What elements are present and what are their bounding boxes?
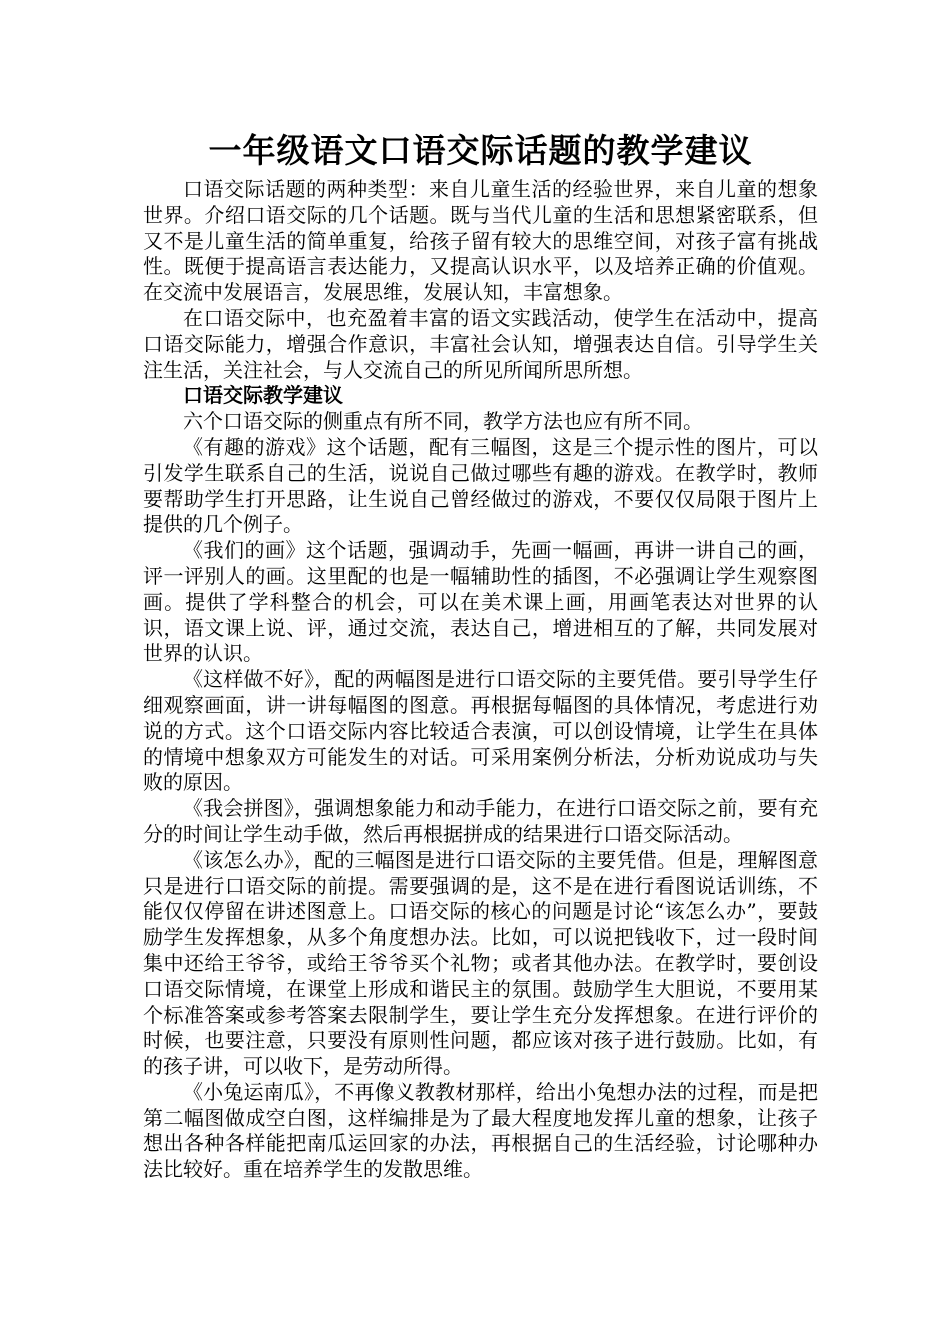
intro-paragraph: 口语交际话题的两种类型：来自儿童生活的经验世界，来自儿童的想象世界。介绍口语交际的几个话题。既与当代儿童的生活和思想紧密联系，但又不是儿童生活的简单重复，给孩子留有较大的思维空间，对孩子富有挑战性。既便于提高语言表达能力，又提高认识水平，以及培养正确的价值观。在交流中发展语言，发展思维，发展认知，丰富想象。 [143, 177, 818, 305]
suggestion-paragraph: 《我们的画》这个话题，强调动手，先画一幅画，再讲一讲自己的画，评一评别人的画。这里配的也是一幅辅助性的插图，不必强调让学生观察图画。提供了学科整合的机会，可以在美术课上画，用画笔表达对世界的认识，语文课上说、评，通过交流，表达自己，增进相互的了解，共同发展对世界的认识。 [143, 538, 818, 666]
suggestion-paragraph: 《有趣的游戏》这个话题，配有三幅图，这是三个提示性的图片，可以引发学生联系自己的生活，说说自己做过哪些有趣的游戏。在教学时，教师要帮助学生打开思路，让生说自己曾经做过的游戏，不要仅仅局限于图片上提供的几个例子。 [143, 434, 818, 537]
suggestion-paragraph: 《小兔运南瓜》，不再像义教教材那样，给出小兔想办法的过程，而是把第二幅图做成空白图，这样编排是为了最大程度地发挥儿童的想象，让孩子想出各种各样能把南瓜运回家的办法，再根据自己的生活经验，讨论哪种办法比较好。重在培养学生的发散思维。 [143, 1079, 818, 1182]
intro-paragraph: 在口语交际中，也充盈着丰富的语文实践活动，使学生在活动中，提高口语交际能力，增强合作意识，丰富社会认知，增强表达自信。引导学生关注生活，关注社会，与人交流自己的所见所闻所思所想。 [143, 305, 818, 382]
section-heading: 口语交际教学建议 [183, 383, 343, 408]
document-page [143, 127, 818, 1183]
suggestion-paragraph: 《我会拼图》，强调想象能力和动手能力，在进行口语交际之前，要有充分的时间让学生动手做，然后再根据拼成的结果进行口语交际活动。 [143, 796, 818, 846]
suggestion-paragraph: 《这样做不好》，配的两幅图是进行口语交际的主要凭借。要引导学生仔细观察画面，讲一讲每幅图的图意。再根据每幅图的具体情况，考虑进行劝说的方式。这个口语交际内容比较适合表演，可以创设情境，让学生在具体的情境中想象双方可能发生的对话。可采用案例分析法，分析劝说成功与失败的原因。 [143, 667, 818, 795]
suggestion-paragraph: 六个口语交际的侧重点有所不同，教学方法也应有所不同。 [183, 409, 703, 434]
suggestion-paragraph: 《该怎么办》，配的三幅图是进行口语交际的主要凭借。但是，理解图意只是进行口语交际的前提。需要强调的是，这不是在进行看图说话训练，不能仅仅停留在讲述图意上。口语交际的核心的问题是讨论“该怎么办”，要鼓励学生发挥想象，从多个角度想办法。比如，可以说把钱收下，过一段时间集中还给王爷爷，或给王爷爷买个礼物；或者其他办法。在教学时，要创设口语交际情境，在课堂上形成和谐民主的氛围。鼓励学生大胆说，不要用某个标准答案或参考答案去限制学生，要让学生充分发挥想象。在进行评价的时候，也要注意，只要没有原则性问题，都应该对孩子进行鼓励。比如，有的孩子讲，可以收下，是劳动所得。 [143, 847, 818, 1079]
document-title: 一年级语文口语交际话题的教学建议 [208, 131, 753, 170]
